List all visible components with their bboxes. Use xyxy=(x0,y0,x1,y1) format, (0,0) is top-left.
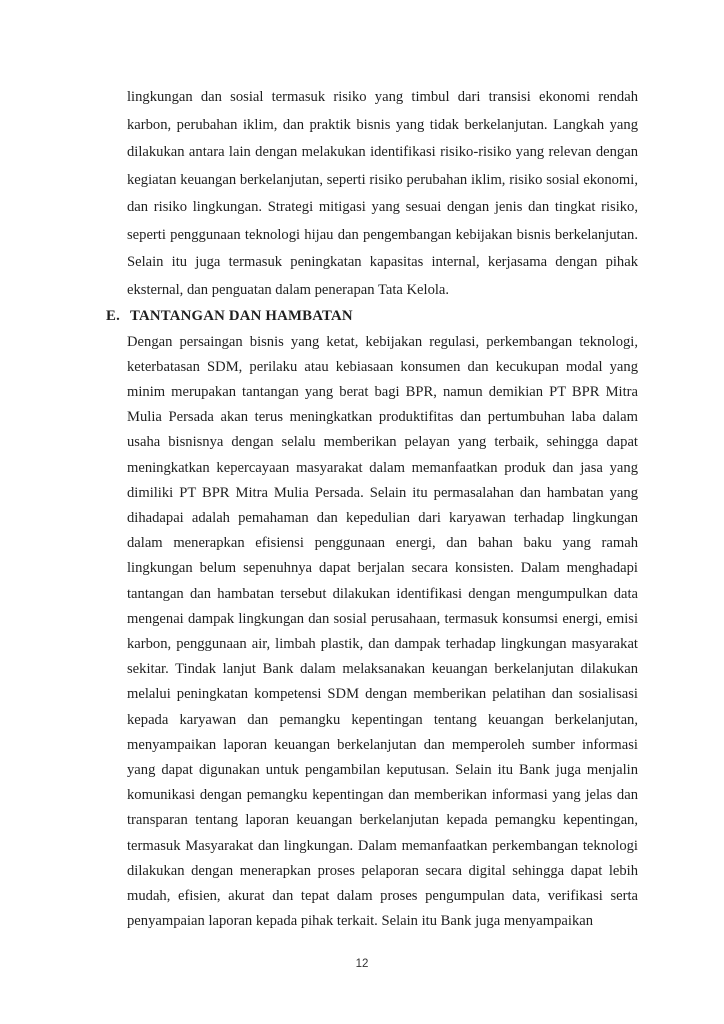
page-number: 12 xyxy=(355,958,369,970)
page-content xyxy=(106,84,638,934)
paragraph-risk-mitigation-continuation: lingkungan dan sosial termasuk risiko yang timbul dari transisi ekonomi rendah karbon, perubahan iklim, dan praktik bisnis yang tidak berkelanjutan. Langkah yang dilakukan antara lain dengan melakukan identifikasi risiko-risiko yang relevan dengan kegiatan keuangan berkelanjutan, seperti risiko perubahan iklim, risiko sosial ekonomi, dan risiko lingkungan. Strategi mitigasi yang sesuai dengan jenis dan tingkat risiko, seperti penggunaan teknologi hijau dan pengembangan kebijakan bisnis berkelanjutan. Selain itu juga termasuk peningkatan kapasitas internal, kerjasama dengan pihak eksternal, dan penguatan dalam penerapan Tata Kelola. xyxy=(127,89,638,298)
paragraph-tantangan-dan-hambatan-body: Dengan persaingan bisnis yang ketat, kebijakan regulasi, perkembangan teknologi, keterbatasan SDM, perilaku atau kebiasaan konsumen dan kecukupan modal yang minim merupakan tantangan yang berat bagi BPR, namun demikian PT BPR Mitra Mulia Persada akan terus meningkatkan produktifitas dan pertumbuhan laba dalam usaha bisnisnya dengan selalu memberikan pelayan yang terbaik, sehingga dapat meningkatkan kepercayaan masyarakat dalam memanfaatkan produk dan jasa yang dimiliki PT BPR Mitra Mulia Persada. Selain itu permasalahan dan hambatan yang dihadapai adalah pemahaman dan kepedulian dari karyawan terhadap lingkungan dalam menerapkan efisiensi penggunaan energi, dan bahan baku yang ramah lingkungan belum sepenuhnya dapat berjalan secara konsisten. Dalam menghadapi tantangan dan hambatan tersebut dilakukan identifikasi dengan mengumpulkan data mengenai dampak lingkungan dan sosial perusahaan, termasuk konsumsi energi, emisi karbon, penggunaan air, limbah plastik, dan dampak terhadap lingkungan masyarakat sekitar. Tindak lanjut Bank dalam melaksanakan keuangan berkelanjutan dilakukan melalui peningkatan kompetensi SDM dengan memberikan pelatihan dan sosialisasi kepada karyawan dan pemangku kepentingan tentang keuangan berkelanjutan, menyampaikan laporan keuangan berkelanjutan dan memperoleh sumber informasi yang dapat digunakan untuk pengambilan keputusan. Selain itu Bank juga menjalin komunikasi dengan pemangku kepentingan dan memberikan informasi yang jelas dan transparan tentang laporan keuangan berkelanjutan kepada pemangku kepentingan, termasuk Masyarakat dan lingkungan. Dalam memanfaatkan perkembangan teknologi dilakukan dengan menerapkan proses pelaporan secara digital sehingga dapat lebih mudah, efisien, akurat dan tepat dalam proses pengumpulan data, verifikasi serta penyampaian laporan kepada pihak terkait. Selain itu Bank juga menyampaikan xyxy=(127,333,638,930)
section-label: E. xyxy=(106,308,120,324)
page-footer xyxy=(0,954,724,972)
section-heading-tantangan-dan-hambatan xyxy=(106,304,638,330)
section-title: TANTANGAN DAN HAMBATAN xyxy=(130,308,353,324)
